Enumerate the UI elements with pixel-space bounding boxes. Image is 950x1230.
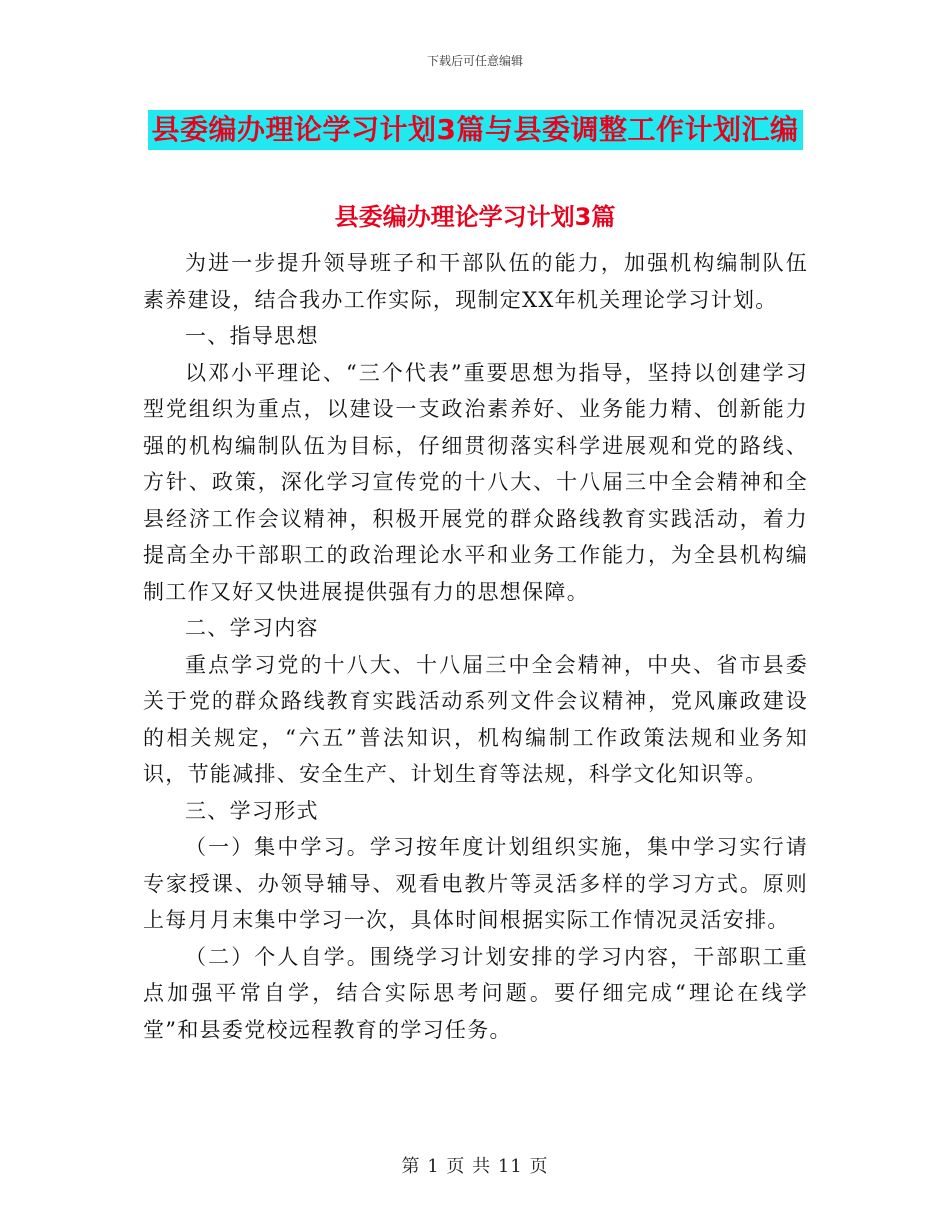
page-number: 第 1 页 共 11 页 bbox=[401, 1156, 549, 1177]
section-title: 县委编办理论学习计划3篇 bbox=[334, 203, 616, 231]
header-note: 下载后可任意编辑 bbox=[426, 54, 523, 68]
paragraph-study-content: 重点学习党的十八大、十八届三中全会精神，中央、省市县委关于党的群众路线教育实践活动系列文件会议精神，党风廉政建设的相关规定，“六五”普法知识，机构编制工作政策法规和业务知识，节能减排、安全生产、计划生育等法规，科学文化知识等。 bbox=[143, 652, 808, 786]
heading-study-form: 三、学习形式 bbox=[185, 798, 319, 823]
document-body bbox=[143, 245, 808, 1048]
heading-study-content: 二、学习内容 bbox=[185, 616, 319, 640]
paragraph-guiding-ideology: 以邓小平理论、“三个代表”重要思想为指导，坚持以创建学习型党组织为重点，以建设一支政治素养好、业务能力精、创新能力强的机构编制队伍为目标，仔细贯彻落实科学进展观和党的路线、方针、政策，深化学习宣传党的十八大、十八届三中全会精神和全县经济工作会议精神，积极开展党的群众路线教育实践活动，着力提高全办干部职工的政治理论水平和业务工作能力，为全县机构编制工作又好又快进展提供强有力的思想保障。 bbox=[143, 360, 808, 604]
main-title: 县委编办理论学习计划3篇与县委调整工作计划汇编 bbox=[148, 110, 803, 150]
paragraph-intro: 为进一步提升领导班子和干部队伍的能力，加强机构编制队伍素养建设，结合我办工作实际，现制定XX年机关理论学习计划。 bbox=[143, 251, 808, 312]
paragraph-centralized-study: （一）集中学习。学习按年度计划组织实施，集中学习实行请专家授课、办领导辅导、观看电教片等灵活多样的学习方式。原则上每月月末集中学习一次，具体时间根据实际工作情况灵活安排。 bbox=[143, 835, 808, 932]
heading-guiding-ideology: 一、指导思想 bbox=[185, 324, 319, 348]
paragraph-self-study: （二）个人自学。围绕学习计划安排的学习内容，干部职工重点加强平常自学，结合实际思考问题。要仔细完成“理论在线学堂”和县委党校远程教育的学习任务。 bbox=[143, 944, 808, 1042]
main-title-wrap bbox=[0, 110, 950, 150]
